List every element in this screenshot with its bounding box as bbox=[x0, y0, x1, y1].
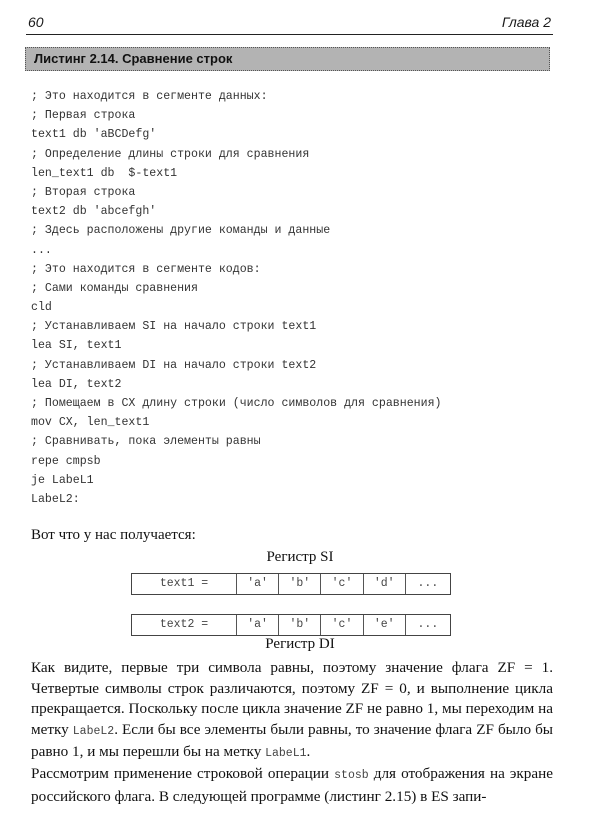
code-line: lea SI, text1 bbox=[31, 339, 122, 353]
code-line: ; Сами команды сравнения bbox=[31, 281, 198, 295]
ellipsis-cell: ... bbox=[405, 574, 450, 594]
code-line: ; Сравнивать, пока элементы равны bbox=[31, 435, 261, 449]
code-line: len_text1 db $-text1 bbox=[31, 166, 178, 180]
paragraph-text: . Если бы все элементы были равны, то значение флага ZF было бы равно 1, и мы перешли бы на метку bbox=[31, 720, 553, 760]
ellipsis-cell: ... bbox=[405, 615, 450, 635]
char-cell: 'c' bbox=[320, 615, 362, 635]
chapter-title: Глава 2 bbox=[501, 14, 551, 30]
lead-text: Вот что у нас получается: bbox=[31, 527, 196, 543]
next-example-paragraph bbox=[31, 764, 553, 807]
code-line: ; Это находится в сегменте данных: bbox=[31, 90, 268, 103]
code-line: ; Вторая строка bbox=[31, 185, 136, 199]
code-line: repe cmpsb bbox=[31, 454, 101, 468]
inline-code: LabeL2 bbox=[72, 724, 115, 738]
code-line: LabeL2: bbox=[31, 492, 80, 506]
code-line: ; Это находится в сегменте кодов: bbox=[31, 262, 261, 276]
char-cell: 'd' bbox=[363, 574, 405, 594]
char-cell: 'a' bbox=[236, 615, 278, 635]
code-line: ; Устанавливаем SI на начало строки text1 bbox=[31, 320, 317, 334]
paragraph-text: Рассмотрим применение строковой операции bbox=[31, 765, 335, 782]
register-di-label: Регистр DI bbox=[265, 636, 335, 652]
running-header bbox=[26, 12, 553, 35]
code-line: mov CX, len_text1 bbox=[31, 416, 150, 430]
char-cell: 'c' bbox=[320, 574, 362, 594]
char-cell: 'b' bbox=[278, 615, 320, 635]
code-line: ; Помещаем в CX длину строки (число символов для сравнения) bbox=[31, 397, 442, 410]
listing-title: Листинг 2.14. Сравнение строк bbox=[25, 47, 550, 71]
char-cell: 'a' bbox=[236, 574, 278, 594]
code-line: ; Первая строка bbox=[31, 109, 136, 123]
code-line: text1 db 'aBCDefg' bbox=[31, 128, 157, 142]
code-line: ; Определение длины строки для сравнения bbox=[31, 147, 310, 161]
code-line: cld bbox=[31, 301, 52, 315]
text2-register-row bbox=[131, 614, 451, 636]
page-number: 60 bbox=[28, 14, 44, 30]
char-cell: 'e' bbox=[363, 615, 405, 635]
paragraph-text: . bbox=[306, 743, 311, 760]
row-label: text2 = bbox=[159, 618, 209, 631]
code-line: lea DI, text2 bbox=[31, 377, 122, 391]
code-line: je LabeL1 bbox=[31, 473, 94, 487]
register-si-label: Регистр SI bbox=[266, 549, 334, 565]
row-label: text1 = bbox=[159, 577, 209, 590]
paragraph-text: для отображения на экране российского флага. В следующей программе (листинг 2.15) в ES запи- bbox=[31, 765, 553, 805]
inline-code: LabeL1 bbox=[265, 747, 307, 760]
code-line: ; Устанавливаем DI на начало строки text2 bbox=[31, 358, 317, 372]
char-cell: 'b' bbox=[278, 574, 320, 594]
text1-register-row bbox=[131, 573, 451, 595]
explanation-paragraph bbox=[31, 658, 553, 765]
code-listing bbox=[31, 87, 442, 509]
inline-code: stosb bbox=[334, 769, 369, 782]
code-line: ... bbox=[31, 243, 52, 257]
code-line: ; Здесь расположены другие команды и данные bbox=[31, 224, 331, 238]
code-line: text2 db 'abcefgh' bbox=[31, 205, 157, 219]
paragraph-text: Как видите, первые три символа равны, поэтому значение флага ZF = 1. Четвертые символы строк различаются, поэтому ZF = 0, и выполнение цикла прекращается. Поскольку после цикла значение ZF не равно 1, мы переходим на метку bbox=[31, 659, 553, 738]
